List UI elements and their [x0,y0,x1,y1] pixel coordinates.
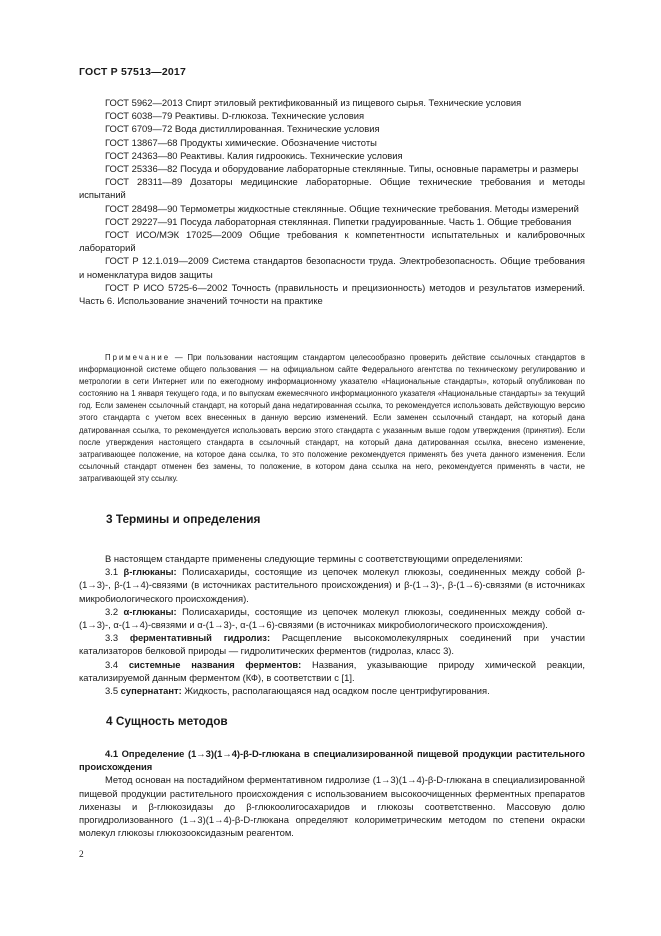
reference-item: ГОСТ ИСО/МЭК 17025—2009 Общие требования к компетентности испытательных и калибровочных лабораторий [79,229,585,254]
page-number: 2 [79,850,84,860]
term-number: 3.3 [105,632,119,644]
section-3-body [79,552,585,697]
term-item [79,684,585,697]
reference-item: ГОСТ 28498—90 Термометры жидкостные стеклянные. Общие технические требования. Методы измерений [105,202,579,214]
term-name: β-глюканы: [123,566,177,578]
normative-references [79,96,585,307]
reference-item: ГОСТ 29227—91 Посуда лабораторная стеклянная. Пипетки градуированные. Часть 1. Общие требования [105,215,572,227]
term-definition: Полисахариды, состоящие из цепочек молекул глюкозы, соединенных между собой α-(1→3)-, α-(1→4)-связями и α-(1→3)-, α-(1→6)-связями (в источниках микробиологического происхождения). [79,605,585,631]
section-3-intro: В настоящем стандарте применены следующие термины с соответствующими определениями: [105,553,523,564]
term-number: 3.4 [105,658,119,670]
term-number: 3.5 [105,685,119,697]
subsection-4-1-heading: 4.1 Определение (1→3)(1→4)-β-D-глюкана в специализированной пищевой продукции растительного происхождения [79,748,585,773]
section-4-heading: 4 Сущность методов [106,714,228,728]
note-block [79,352,585,485]
reference-item: ГОСТ 5962—2013 Спирт этиловый ректификованный из пищевого сырья. Технические условия [105,97,522,108]
term-definition: Полисахариды, состоящие из цепочек молекул глюкозы, соединенных между собой β-(1→3)-, β-(1→4)-связями (в источниках растительного происхождения) и β-(1→3)-, β-(1→6)-связями (в источниках микробиологического происхождения). [79,566,586,604]
subsection-4-1-text: Метод основан на постадийном ферментативном гидролизе (1→3)(1→4)-β-D-глюкана в специализированной пищевой продукции растительного происхождения с использованием высокоочищенных ферментных препаратов лихеназы и β-глюкозидазы до β-глюкоолигосахаридов и глюкозы соответственно. Массовую долю прогидролизованного (1→3)(1→4)-β-D-глюкана определяют колориметрическим методом по степени окраски молекул глюкозы глюкозооксидазным реагентом. [79,774,585,839]
reference-item: ГОСТ 13867—68 Продукты химические. Обозначение чистоты [105,136,377,148]
note-text: — При пользовании настоящим стандартом целесообразно проверить действие ссылочных стандартов в информационной системе общего пользования — на официальном сайте Федерального агентства по техническому регулированию и метрологии в сети Интернет или по ежегодному информационному указателю «Национальные стандарты», который опубликован по состоянию на 1 января текущего года, и по выпускам ежемесячного информационного указателя «Национальные стандарты» за текущий год. Если заменен ссылочный стандарт, на который дана недатированная ссылка, то рекомендуется использовать действующую версию этого стандарта с учетом всех внесенных в данную версию изменений. Если заменен ссылочный стандарт, на который дана датированная ссылка, то рекомендуется использовать версию этого стандарта с указанным выше годом утверждения (принятия). Если после утверждения настоящего стандарта в ссылочный стандарт, на который дана датированная ссылка, внесено изменение, затрагивающее положение, на которое дана ссылка, то это положение рекомендуется применять без учета данного изменения. Если ссылочный стандарт отменен без замены, то положение, в котором дана ссылка на него, рекомендуется применять в части, не затрагивающей эту ссылку. [79,353,585,483]
note-label: Примечание [105,353,171,362]
term-item [79,565,585,605]
term-definition: Жидкость, располагающаяся над осадком после центрифугирования. [181,685,490,697]
reference-item: ГОСТ 24363—80 Реактивы. Калия гидроокись. Технические условия [105,149,403,161]
reference-item: ГОСТ 28311—89 Дозаторы медицинские лабораторные. Общие технические требования и методы испытаний [79,176,585,201]
section-3-heading: 3 Термины и определения [106,512,261,526]
term-item [79,658,585,684]
term-item [79,631,585,657]
term-item [79,605,585,631]
term-definition: Названия, указывающие природу химической реакции, катализируемой данным ферментом (КФ), в соответствии с [1]. [79,658,585,683]
term-name: α-глюканы: [123,605,177,617]
term-name: супернатант: [120,685,182,697]
term-number: 3.2 [105,605,119,617]
reference-item: ГОСТ Р ИСО 5725-6—2002 Точность (правильность и прецизионность) методов и результатов измерений. Часть 6. Использование значений точности на практике [79,281,585,307]
term-definition: Расщепление высокомолекулярных соединений при участии катализаторов белковой природы — гидролитических ферментов (гидролаз, класс 3). [79,632,585,657]
document-header: ГОСТ Р 57513—2017 [79,66,187,78]
term-name: ферментативный гидролиз: [129,632,271,644]
reference-item: ГОСТ 6038—79 Реактивы. D-глюкоза. Технические условия [105,110,365,122]
reference-item: ГОСТ 25336—82 Посуда и оборудование лабораторные стеклянные. Типы, основные параметры и размеры [105,163,579,175]
section-4-body [79,747,585,839]
reference-item: ГОСТ Р 12.1.019—2009 Система стандартов безопасности труда. Электробезопасность. Общие требования и номенклатура видов защиты [79,255,585,280]
term-number: 3.1 [105,566,119,578]
term-name: системные названия ферментов: [128,658,302,670]
reference-item: ГОСТ 6709—72 Вода дистиллированная. Технические условия [105,123,380,135]
